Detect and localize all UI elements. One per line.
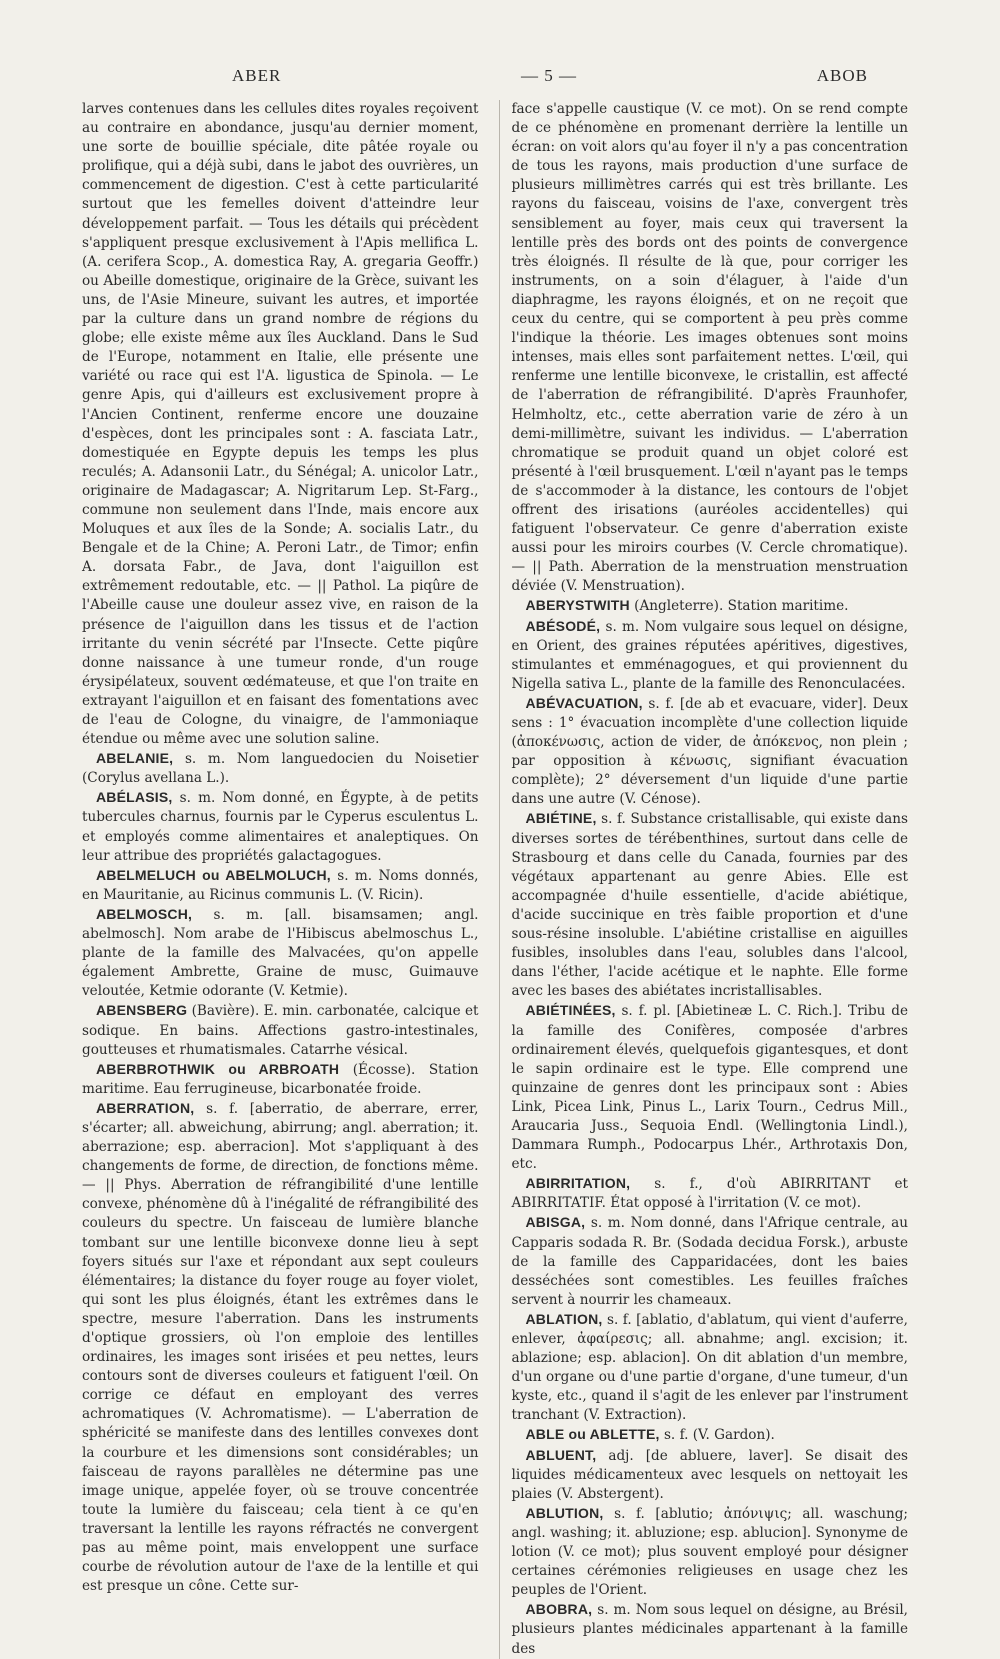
entry-body: larves contenues dans les cellules dites royales reçoivent au contraire en abondance, jusqu'au dernier moment, une sorte de bouillie spéciale, dite pâtée royale ou prolifique, qui a déjà subi, dans le jabot des ouvrières, un commencement de digestion. C'est à cette particularité surtout que les femelles doivent d'atteindre leur développement parfait. — Tous les détails qui précèdent s'appliquent presque exclusivement à l'Apis mellifica L. (A. cerifera Scop., A. domestica Ray, A. gregaria Geoffr.) ou Abeille domestique, originaire de la Grèce, suivant les uns, de l'Asie Mineure, suivant les autres, et importée par la culture dans un grand nombre de régions du globe; elle existe même aux îles Auckland. Dans le Sud de l'Europe, notamment en Italie, elle présente une variété ou race qui est l'A. ligustica de Spinola. — Le genre Apis, qui d'ailleurs est exclusivement propre à l'Ancien Continent, renferme encore une douzaine d'espèces, dont les principales sont : A. fasciata Latr., domestiquée en Egypte depuis les temps les plus reculés; A. Adansonii Latr., du Sénégal; A. unicolor Latr., originaire de Madagascar; A. Nigritarum Lep. St-Farg., commune non seulement dans l'Inde, mais encore aux Moluques et aux îles de la Sonde; A. socialis Latr., du Bengale et de la Chine; A. Peroni Latr., de Timor; enfin A. dorsata Fabr., de Java, dont l'aiguillon est extrêmement redoutable, etc. — || Pathol. La piqûre de l'Abeille cause une douleur assez vive, en raison de la présence de l'aiguillon dans les tissus et de l'action irritante du venin sécrété par l'Insecte. Cette piqûre donne naissance à une tumeur ronde, d'un rouge érysipélateux, souvent œdémateuse, et que l'on traite en extrayant l'aiguillon et en faisant des fomentations avec de l'eau de Cologne, du vinaigre, de l'ammoniaque étendue ou même avec une solution saline.: [82, 101, 479, 748]
dictionary-entry: [512, 1310, 909, 1426]
dictionary-entry: [512, 596, 909, 616]
continued-entry: [82, 100, 479, 749]
dictionary-entry: [82, 905, 479, 1001]
entry-headword: ABLUTION,: [525, 1504, 604, 1521]
dictionary-entry: [512, 1446, 909, 1504]
right-column: [499, 100, 909, 1659]
entry-body: adj. [de abluere, laver]. Se disait des liquides médicamenteux avec lesquels on nettoyait les plaies (V. Abstergent).: [511, 1447, 908, 1502]
header-left-guide-word: ABER: [232, 66, 282, 85]
entry-headword: ABIRRITATION,: [525, 1175, 631, 1192]
dictionary-entry: [512, 694, 909, 810]
entry-headword: ABERBROTHWIK ou ARBROATH: [96, 1060, 340, 1077]
entry-headword: ABELMELUCH ou ABELMOLUCH,: [96, 866, 331, 883]
entry-body: s. f. [aberratio, de aberrare, errer, s'écarter; all. abweichung, abirrung; angl. aberration; it. aberrazione; esp. aberracion]. Mot s'appliquant à des changements de forme, de direction, de fonctions même. — || Phys. Aberration de réfrangibilité d'une lentille convexe, phénomène dû à l'inégalité de réfrangibilité des couleurs du spectre. Un faisceau de lumière blanche tombant sur une lentille biconvexe donne lieu à sept foyers situés sur l'axe et répondant aux sept couleurs élémentaires; la distance du foyer rouge au foyer violet, qui sont les plus éloignés, étant les extrêmes dans le spectre, mesure l'aberration. Dans les instruments d'optique grossiers, où l'on emploie des lentilles ordinaires, les images sont irisées et peu nettes, leurs contours sont de diverses couleurs et fatiguent l'œil. On corrige ce défaut en employant des verres achromatiques (V. Achromatisme). — L'aberration de sphéricité se manifeste dans des lentilles convexes dont la courbure et les dimensions sont considérables; un faisceau de rayons parallèles ne détermine pas une image unique, appelée foyer, où se trouve concentrée toute la lumière du faisceau; cela tient à ce qu'en traversant la lentille les rayons réfractés ne convergent pas au même point, mais enveloppent une surface courbe de révolution autour de l'axe de la lentille et qui est presque un cône. Cette sur-: [82, 1100, 479, 1595]
dictionary-entry: [512, 617, 909, 694]
entry-headword: ABLUENT,: [525, 1446, 597, 1463]
dictionary-entry: [82, 749, 479, 788]
entry-body: s. m. Nom sous lequel on désigne, au Brésil, plusieurs plantes médicinales appartenant à la famille des: [511, 1602, 908, 1657]
entry-body: (Bavière). E. min. carbonatée, calcique et sodique. En bains. Affections gastro-intestinales, goutteuses et rhumatismales. Catarrhe vésical.: [82, 1003, 479, 1058]
dictionary-entry: [512, 1425, 909, 1445]
entry-body: s. f. [de ab et evacuare, vider]. Deux sens : 1° évacuation incomplète d'une collection liquide (ἀποκένωσις, action de vider, de ἀπόκενος, non plein ; par opposition à κένωσις, signifiant évacuation complète); 2° déversement d'un liquide d'une partie dans une autre (V. Cénose).: [511, 695, 908, 808]
entry-headword: ABERYSTWITH: [525, 597, 630, 614]
entry-body: s. m. Noms donnés, en Mauritanie, au Ricinus communis L. (V. Ricin).: [82, 867, 479, 903]
entry-body: face s'appelle caustique (V. ce mot). On se rend compte de ce phénomène en promenant derrière la lentille un écran: on voit alors qu'au foyer il n'y a pas concentration de tous les rayons, mais production d'une surface de plusieurs millimètres carrés qui est très brillante. Les rayons du faisceau, voisins de l'axe, convergent très sensiblement au foyer, mais ceux qui traversent la lentille près des bords ont des points de convergence très éloignés. Il résulte de là que, pour corriger les instruments, on a soin d'élaguer, à l'aide d'un diaphragme, les rayons éloignés, et on ne reçoit que ceux du centre, qui se comportent à peu près comme l'indique la théorie. Les images obtenues sont moins intenses, mais elles sont parfaitement nettes. L'œil, qui renferme une lentille biconvexe, le cristallin, est affecté de l'aberration de réfrangibilité. D'après Fraunhofer, Helmholtz, etc., cette aberration varie de zéro à un demi-millimètre, suivant les individus. — L'aberration chromatique se produit quand un objet coloré est présenté à l'œil brusquement. L'œil n'ayant pas le temps de s'accommoder à la distance, les contours de l'objet offrent des irisations (auréoles accidentelles) qui fatiguent l'observateur. Ce genre d'aberration existe aussi pour les miroirs courbes (V. Cercle chromatique). — || Path. Aberration de la menstruation menstruation déviée (V. Menstruation).: [511, 101, 908, 595]
dictionary-entry: [512, 1213, 909, 1309]
entry-body: s. m. Nom donné, dans l'Afrique centrale, au Capparis sodada R. Br. (Sodada decidua Forsk.), arbuste de la famille des Capparidacées, dont les baies desséchées sont comestibles. Les feuilles fraîches servent à nourrir les chameaux.: [511, 1215, 908, 1308]
dictionary-entry: [512, 809, 909, 1001]
entry-body: s. f. (V. Gardon).: [659, 1427, 775, 1444]
entry-body: s. f. Substance cristallisable, qui existe dans diverses sortes de térébenthines, surtout dans celle de Strasbourg et dans celle du Canada, fournies par des végétaux appartenant au genre Abies. Elle est accompagnée d'huile essentielle, d'acide abiétique, d'acide succinique en très faible proportion et d'une sous-résine insoluble. L'abiétine cristallise en aiguilles fusibles, insolubles dans l'eau, solubles dans l'alcool, dans l'éther, l'acide acétique et le naphte. Elle forme avec les bases des abiétates incristallisables.: [511, 811, 908, 1000]
header-right-guide-word: ABOB: [816, 66, 868, 85]
entry-headword: ABIÉTINÉES,: [525, 1002, 616, 1019]
dictionary-entry: [82, 866, 479, 905]
dictionary-entry: [82, 1099, 479, 1596]
continued-entry: [512, 100, 909, 596]
entry-headword: ABOBRA,: [525, 1601, 593, 1618]
entry-headword: ABIÉTINE,: [525, 810, 597, 827]
left-column: [82, 100, 479, 1659]
entry-body: s. m. Nom vulgaire sous lequel on désigne, en Orient, des graines réputées apéritives, digestives, stimulantes et emménagogues, et qui proviennent du Nigella sativa L., plante de la famille des Renonculacées.: [511, 618, 908, 692]
entry-body: s. f. [ablutio; ἀπόνιψις; all. waschung; angl. washing; it. abluzione; esp. ablucion]. Synonyme de lotion (V. ce mot); plus souvent employé pour désigner certaines cérémonies religieuses en usage chez les peuples de l'Orient.: [511, 1505, 908, 1599]
dictionary-entry: [512, 1600, 909, 1658]
entry-body: s. f., d'où ABIRRITANT et ABIRRITATIF. État opposé à l'irritation (V. ce mot).: [511, 1176, 908, 1212]
dictionary-entry: [82, 1001, 479, 1059]
entry-headword: ABÉLASIS,: [96, 789, 173, 806]
dictionary-entry: [82, 1060, 479, 1099]
entry-headword: ABLATION,: [525, 1310, 603, 1327]
dictionary-entry: [82, 788, 479, 865]
entry-body: s. m. [all. bisamsamen; angl. abelmosch]. Nom arabe de l'Hibiscus abelmoschus L., plante de la famille des Malvacées, qu'on appelle également Ambrette, Graine de musc, Guimauve veloutée, Ketmie odorante (V. Ketmie).: [82, 906, 479, 1000]
entry-headword: ABENSBERG: [96, 1002, 188, 1019]
dictionary-entry: [512, 1001, 909, 1174]
entry-headword: ABELMOSCH,: [96, 905, 193, 922]
entry-body: (Écosse). Station maritime. Eau ferrugineuse, bicarbonatée froide.: [82, 1061, 479, 1097]
dictionary-entry: [512, 1504, 909, 1600]
entry-headword: ABÉVACUATION,: [525, 694, 643, 711]
entry-headword: ABLE ou ABLETTE,: [525, 1426, 660, 1443]
entry-body: s. m. Nom donné, en Égypte, à de petits tubercules charnus, fournis par le Cyperus esculentus L. et employés comme alimentaires et analeptiques. On leur attribue des propriétés galactagogues.: [82, 790, 479, 864]
entry-headword: ABISGA,: [525, 1214, 586, 1231]
entry-headword: ABELANIE,: [96, 750, 174, 767]
text-columns: [82, 100, 908, 1659]
entry-headword: ABÉSODÉ,: [525, 617, 601, 634]
page-header: [82, 66, 908, 92]
page-number: — 5 —: [521, 66, 578, 85]
entry-body: s. m. Nom languedocien du Noisetier (Corylus avellana L.).: [82, 751, 479, 787]
dictionary-entry: [512, 1174, 909, 1213]
entry-body: s. f. [ablatio, d'ablatum, qui vient d'auferre, enlever, ἀφαίρεσις; all. abnahme; angl. excision; it. ablazione; esp. ablacion]. On dit ablation d'un membre, d'un organe ou d'une partie d'organe, d'une tumeur, d'un kyste, etc., quand il s'agit de les enlever par l'instrument tranchant (V. Extraction).: [511, 1311, 908, 1424]
entry-headword: ABERRATION,: [96, 1099, 195, 1116]
entry-body: s. f. pl. [Abietineæ L. C. Rich.]. Tribu de la famille des Conifères, composée d'arbres ordinairement élevés, quelquefois gigantesques, et dont le sapin ordinaire est le type. Elle comprend une quinzaine de genres dont les principaux sont : Abies Link, Picea Link, Pinus L., Larix Tourn., Cedrus Mill., Araucaria Juss., Sequoia Endl. (Wellingtonia Lindl.), Dammara Rumph., Podocarpus Lhér., Arthrotaxis Don, etc.: [511, 1003, 908, 1173]
entry-body: (Angleterre). Station maritime.: [629, 598, 849, 615]
